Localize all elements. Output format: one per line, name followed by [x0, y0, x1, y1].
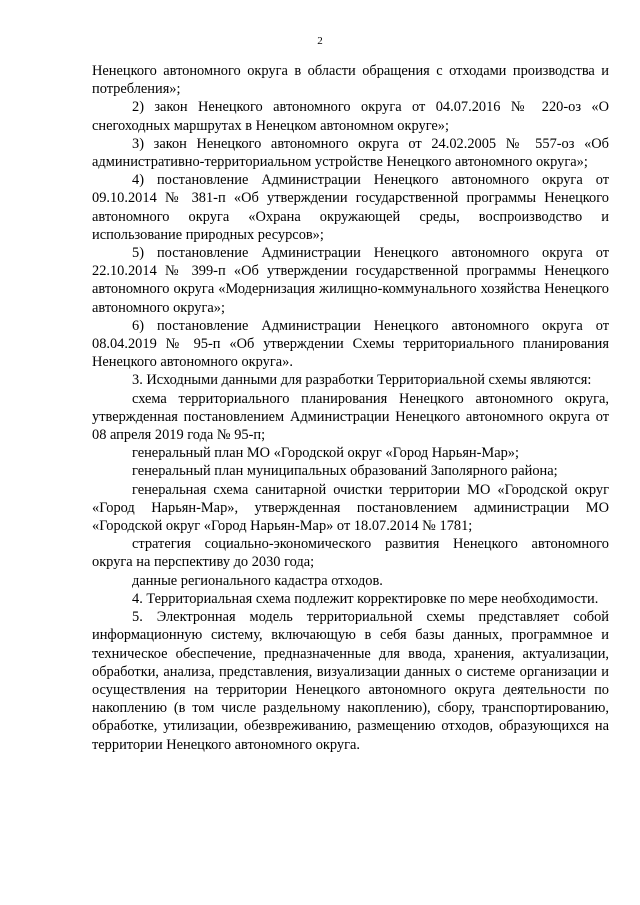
paragraph-source-strategy: стратегия социально-экономического развития Ненецкого автономного округа на перспективу до 2030 года;	[92, 536, 609, 571]
paragraph-resolution-95: 6) постановление Администрации Ненецкого автономного округа от 08.04.2019 № 95-п «Об утверждении Схемы территориального планирования Ненецкого автономного округа».	[92, 317, 609, 371]
paragraph-source-general-plan-zapolyarny: генеральный план муниципальных образований Заполярного района;	[132, 463, 558, 480]
paragraph-resolution-381: 4) постановление Администрации Ненецкого автономного округа от 09.10.2014 № 381-п «Об утверждении государственной программы Ненецкого автономного округа «Охрана окружающей среды, воспроизводство и использование природных ресурсов»;	[92, 172, 609, 243]
paragraph-source-general-plan-naryan-mar: генеральный план МО «Городской округ «Город Нарьян-Мар»;	[132, 445, 519, 462]
paragraph-continuation: Ненецкого автономного округа в области обращения с отходами производства и потребления»;	[92, 63, 609, 98]
paragraph-electronic-model: 5. Электронная модель территориальной схемы представляет собой информационную систему, включающую в себя базы данных, программное и техническое обеспечение, предназначенные для ввода, хранения, актуализации, обработки, анализа, представления, визуализации данных о системе организации и осуществления на территории Ненецкого автономного округа деятельности по накоплению (в том числе раздельному накоплению), сбору, транспортированию, обработке, утилизации, обезвреживанию, размещению отходов, образующихся на территории Ненецкого автономного округа.	[92, 609, 609, 753]
paragraph-correction: 4. Территориальная схема подлежит корректировке по мере необходимости.	[132, 590, 599, 607]
document-body	[92, 62, 609, 754]
paragraph-source-waste-cadastre: данные регионального кадастра отходов.	[132, 572, 383, 589]
paragraph-resolution-399: 5) постановление Администрации Ненецкого автономного округа от 22.10.2014 № 399-п «Об утверждении государственной программы Ненецкого автономного округа «Модернизация жилищно-коммунального хозяйства Ненецкого автономного округа»;	[92, 245, 609, 316]
paragraph-source-planning-scheme: схема территориального планирования Ненецкого автономного округа, утвержденная постановлением Администрации Ненецкого автономного округа от 08 апреля 2019 года № 95-п;	[92, 390, 609, 444]
paragraph-law-snowmobile-routes: 2) закон Ненецкого автономного округа от 04.07.2016 № 220-оз «О снегоходных маршрутах в Ненецком автономном округе»;	[92, 99, 609, 134]
paragraph-source-data-heading: 3. Исходными данными для разработки Территориальной схемы являются:	[132, 372, 592, 389]
paragraph-source-sanitary-scheme: генеральная схема санитарной очистки территории МО «Городской округ «Город Нарьян-Мар», утвержденная постановлением администрации МО «Городской округ «Город Нарьян-Мар» от 18.07.2014 № 1781;	[92, 481, 609, 535]
paragraph-law-administrative-structure: 3) закон Ненецкого автономного округа от 24.02.2005 № 557-оз «Об административно-территориальном устройстве Ненецкого автономного округа»;	[92, 135, 609, 171]
page-number: 2	[317, 35, 323, 47]
